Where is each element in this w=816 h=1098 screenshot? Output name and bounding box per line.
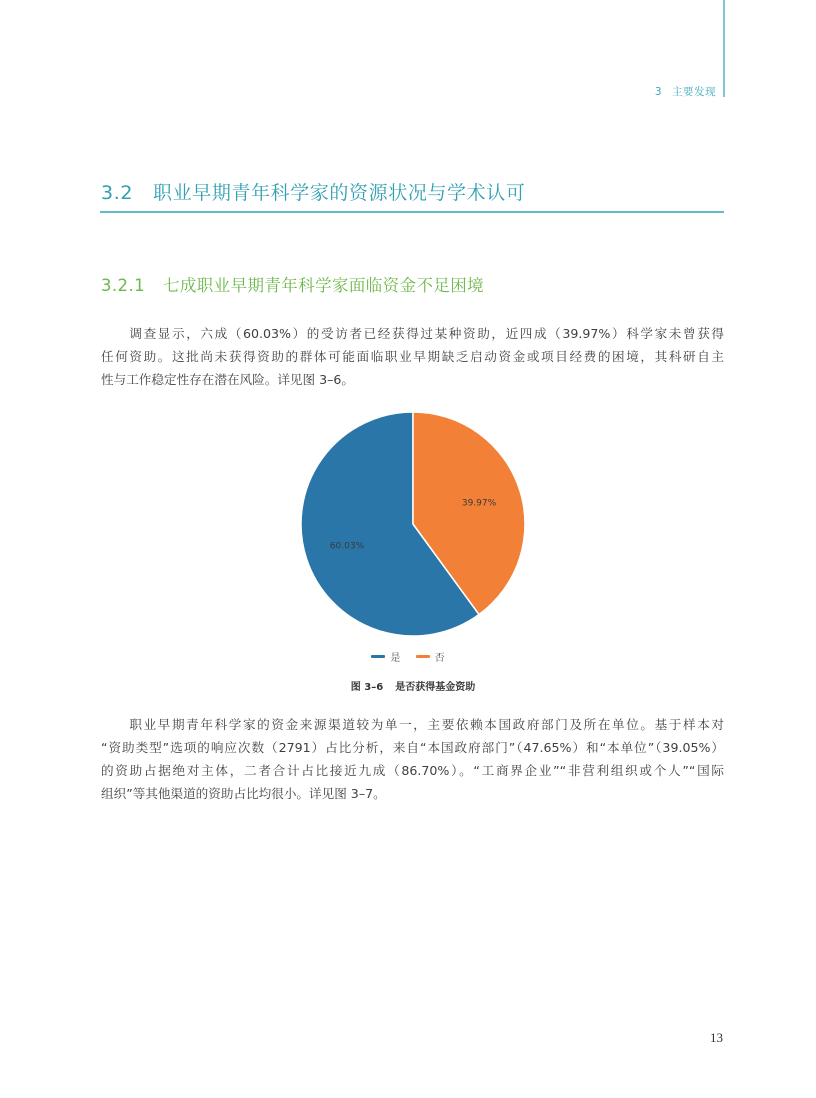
paragraph-line: 职业早期青年科学家的资金来源渠道较为单一，主要依赖本国政府部门及所在单位。基于样本对 — [101, 717, 724, 732]
slice-label-no: 39.97% — [461, 498, 497, 509]
subsection-title-text: 七成职业早期青年科学家面临资金不足困境 — [162, 276, 485, 295]
paragraph-line: 调查显示，六成（60.03%）的受访者已经获得过某种资助，近四成（39.97%）科学家未曾获得 — [101, 326, 724, 341]
paragraph-line: 性与工作稳定性存在潜在风险。详见图 3–6。 — [101, 372, 355, 387]
paragraph-line: 的资助占据绝对主体，二者合计占比接近九成（86.70%）。“工商界企业”“非营利组织或个人”“国际 — [101, 763, 724, 778]
paragraph-funding-sources — [101, 713, 724, 805]
legend-swatch-icon — [416, 655, 430, 658]
slice-label-yes: 60.03% — [329, 541, 365, 552]
figure-caption — [0, 678, 816, 693]
paragraph-funding-status — [101, 322, 724, 391]
paragraph-line: 任何资助。这批尚未获得资助的群体可能面临职业早期缺乏启动资金或项目经费的困境，其科研自主 — [101, 349, 724, 364]
legend-label: 是 — [390, 653, 401, 664]
section-number: 3.2 — [101, 182, 134, 204]
section-title — [101, 178, 525, 205]
chapter-number: 3 — [654, 86, 662, 98]
legend-item-yes — [371, 649, 400, 664]
running-head — [655, 84, 716, 99]
legend-item-no — [416, 649, 445, 664]
paragraph-line: 组织”等其他渠道的资助占比均很小。详见图 3–7。 — [101, 786, 386, 801]
pie-chart — [290, 400, 540, 650]
chart-legend — [0, 649, 816, 664]
page-number: 13 — [710, 1030, 723, 1045]
subsection-number: 3.2.1 — [101, 276, 145, 295]
section-title-text: 职业早期青年科学家的资源状况与学术认可 — [153, 182, 526, 204]
subsection-title — [101, 272, 484, 296]
figure-number: 图 3–6 — [350, 682, 384, 693]
figure-caption-text: 是否获得基金资助 — [395, 682, 476, 693]
pie-chart-svg — [290, 400, 540, 650]
chapter-title: 主要发现 — [672, 86, 716, 98]
legend-swatch-icon — [371, 655, 385, 658]
header-vertical-rule — [723, 0, 725, 97]
paragraph-line: “资助类型”选项的响应次数（2791）占比分析，来自“本国政府部门”（47.65%）和“本单位”（39.05%） — [101, 740, 724, 755]
section-divider — [100, 211, 724, 213]
legend-label: 否 — [434, 653, 445, 664]
